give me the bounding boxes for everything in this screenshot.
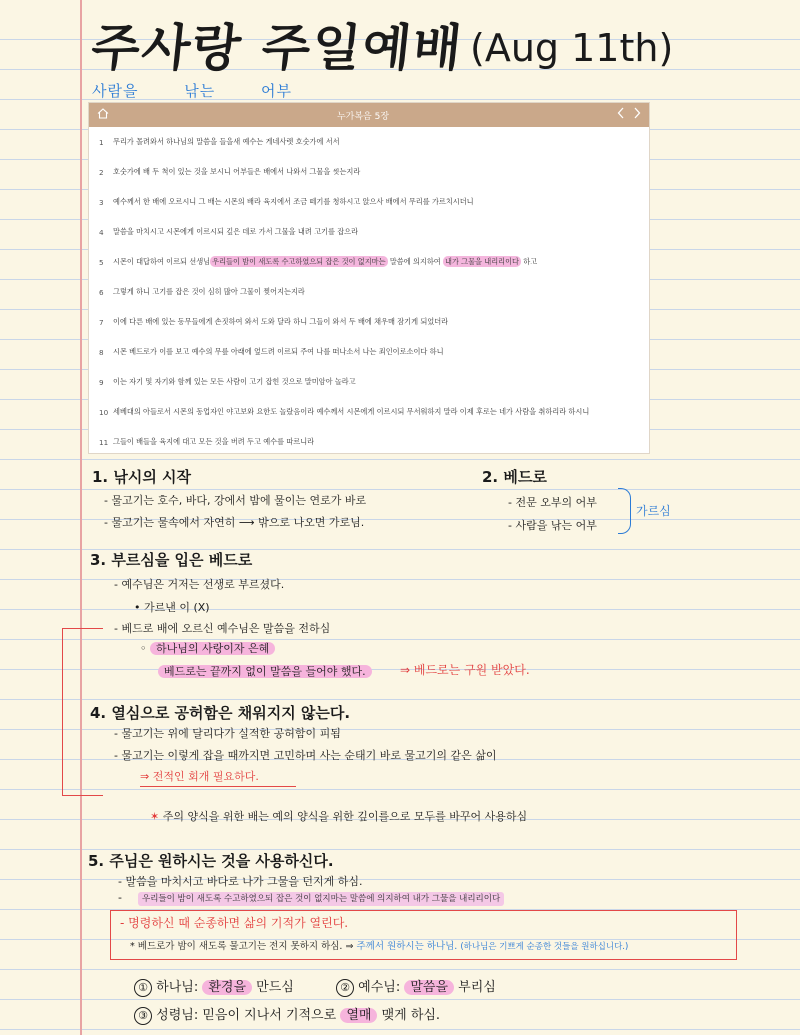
verse-number: 3 bbox=[99, 197, 104, 207]
highlight-text: 베드로는 끝까지 없이 말씀을 들어야 했다. bbox=[158, 665, 372, 678]
circle-number: ① bbox=[134, 979, 152, 997]
highlight-text: 하나님의 사랑이자 은혜 bbox=[150, 642, 275, 655]
section-2-title: 2. 베드로 bbox=[482, 468, 547, 486]
subtitle bbox=[92, 80, 332, 101]
verse-row bbox=[99, 427, 639, 457]
verse-number: 9 bbox=[99, 377, 104, 387]
home-icon[interactable] bbox=[97, 108, 109, 122]
section-2-line: - 사람을 낚는 어부 bbox=[508, 519, 597, 532]
subtitle-word: 낚는 bbox=[184, 82, 216, 100]
notebook-margin-line bbox=[80, 0, 82, 1035]
verse-text: 예수께서 한 배에 오르시니 그 배는 시몬의 배라 육지에서 조금 떼기를 청하시고 앉으사 배에서 무리를 가르치시더니 bbox=[113, 197, 474, 206]
section-5-key: - 명령하신 때 순종하면 삶의 기적가 열린다. bbox=[120, 916, 349, 930]
section-1-line: - 물고기는 호수, 바다, 강에서 밤에 물이는 연로가 바로 bbox=[104, 494, 367, 507]
section-3-conclusion: ⇒ 베드로는 구원 받았다. bbox=[400, 663, 530, 677]
bible-panel bbox=[88, 102, 650, 454]
summary-text: 하나님: bbox=[156, 980, 203, 995]
summary-text: 맺게 하심. bbox=[377, 1008, 441, 1023]
verse-text: 시몬 베드로가 이를 보고 예수의 무릎 아래에 엎드려 이르되 주여 나를 떠나소서 나는 죄인이로소이다 하니 bbox=[113, 347, 444, 356]
section-4-line: - 물고기는 위에 달리다가 실적한 공허함이 피됨 bbox=[114, 727, 341, 740]
verse-text: 무리가 몰려와서 하나님의 말씀을 들을새 예수는 게네사렛 호숫가에 서서 bbox=[113, 137, 340, 146]
verse-text: 그렇게 하니 고기를 잡은 것이 심히 많아 그물이 찢어지는지라 bbox=[113, 287, 305, 296]
star-line-paren: (하나님은 기쁘게 순종한 것들을 원하십니다.) bbox=[460, 942, 629, 952]
verse-text: 호숫가에 배 두 척이 있는 것을 보시니 어부들은 배에서 나와서 그물을 씻는지라 bbox=[113, 167, 361, 176]
summary-1 bbox=[134, 976, 294, 997]
page-title: 주사랑 주일예배 bbox=[88, 19, 467, 77]
star-line-text: * 베드로가 밤이 새도록 물고기는 전지 못하지 하심. bbox=[130, 941, 343, 952]
star-note-text: 주의 양식을 위한 배는 예의 양식을 위한 깊이를으로 모두를 바꾸어 사용하심 bbox=[162, 810, 528, 823]
section-3-title: 3. 부르심을 입은 베드로 bbox=[90, 551, 253, 569]
verse-highlight: 우리들이 밤이 새도록 수고하였으되 잡은 것이 없지마는 bbox=[212, 257, 386, 266]
circle-number: ③ bbox=[134, 1007, 152, 1025]
star-note bbox=[150, 808, 527, 824]
verse-text: 그들이 배들을 육지에 대고 모든 것을 버려 두고 예수를 따르니라 bbox=[113, 437, 315, 446]
circle-number: ② bbox=[336, 979, 354, 997]
verse-number: 11 bbox=[99, 437, 109, 447]
next-chapter-icon[interactable] bbox=[633, 107, 641, 123]
verse-text: 이는 자기 및 자기와 함께 있는 모든 사람이 고기 잡힌 것으로 말미암아 놀라고 bbox=[113, 377, 356, 386]
summary-2 bbox=[336, 976, 496, 997]
prev-chapter-icon[interactable] bbox=[617, 107, 625, 123]
section-5-star-line bbox=[130, 938, 628, 952]
section-3-line: - 베드로 배에 오르신 예수님은 말씀을 전하심 bbox=[114, 622, 331, 635]
verse-row bbox=[99, 157, 639, 187]
verse-row bbox=[99, 247, 639, 277]
verse-text: 말씀을 마치시고 시몬에게 이르시되 깊은 데로 가서 그물을 내려 고기를 잡으라 bbox=[113, 227, 359, 236]
highlight-text: 열매 bbox=[340, 1008, 377, 1023]
verse-list bbox=[89, 127, 649, 457]
summary-text: 만드심 bbox=[252, 980, 294, 995]
section-3-highlight-2 bbox=[158, 663, 372, 679]
verse-row bbox=[99, 187, 639, 217]
verse-highlight: 내가 그물을 내리리이다 bbox=[445, 257, 520, 266]
verse-row bbox=[99, 397, 639, 427]
subtitle-word: 어부 bbox=[261, 82, 293, 100]
summary-text: 부리심 bbox=[454, 980, 496, 995]
chapter-title: 누가복음 5장 bbox=[336, 111, 390, 122]
section-1-line: - 물고기는 물속에서 자연히 ⟶ 밖으로 나오면 가로님. bbox=[104, 516, 365, 529]
blue-brace bbox=[618, 488, 631, 534]
quote-text: 우리들이 밤이 새도록 수고하였으되 잡은 것이 없지마는 말씀에 의지하여 내가 그물을 내리리이다 bbox=[138, 892, 504, 906]
verse-row bbox=[99, 217, 639, 247]
star-icon: ✶ bbox=[150, 810, 163, 823]
section-5-title: 5. 주님은 원하시는 것을 사용하신다. bbox=[88, 852, 334, 870]
section-3-line: - 예수님은 거저는 선생로 부르셨다. bbox=[114, 578, 285, 591]
subtitle-word: 사람을 bbox=[92, 82, 139, 100]
star-line-blue: 주께서 원하시는 하나님. bbox=[356, 941, 458, 952]
verse-number: 6 bbox=[99, 287, 104, 297]
verse-text-part: 말씀에 의지하여 bbox=[387, 257, 443, 266]
section-4-conclusion: ⇒ 전적인 회개 필요하다. bbox=[140, 770, 259, 783]
highlight-text: 말씀을 bbox=[404, 980, 454, 995]
date-label: (Aug 11th) bbox=[470, 26, 674, 70]
verse-number: 2 bbox=[99, 167, 104, 177]
summary-text: 성령님: 믿음이 지나서 기적으로 bbox=[156, 1008, 341, 1023]
verse-number: 5 bbox=[99, 257, 104, 267]
highlight-text: 환경을 bbox=[202, 980, 252, 995]
bible-header bbox=[89, 103, 649, 127]
section-2-note: 가르심 bbox=[636, 504, 671, 518]
summary-text: 예수님: bbox=[358, 980, 405, 995]
verse-number: 4 bbox=[99, 227, 104, 237]
verse-number: 10 bbox=[99, 407, 109, 417]
section-1-title: 1. 낚시의 시작 bbox=[92, 468, 192, 486]
verse-row bbox=[99, 127, 639, 157]
verse-text: 이에 다른 배에 있는 동무들에게 손짓하여 와서 도와 달라 하니 그들이 와서 두 배에 채우매 잠기게 되었더라 bbox=[113, 317, 449, 326]
verse-text-part: 시몬이 대답하여 이르되 선생님 bbox=[113, 257, 211, 266]
arrow-icon: ⇒ bbox=[345, 941, 354, 952]
section-4-line: - 물고기는 이렇게 잡을 때까지면 고민하며 사는 순태기 바로 물고기의 같은 삶이 bbox=[114, 749, 497, 762]
section-3-line: • 가르낸 이 (X) bbox=[134, 601, 210, 614]
verse-number: 7 bbox=[99, 317, 104, 327]
verse-row bbox=[99, 337, 639, 367]
red-underline bbox=[140, 786, 296, 787]
section-5-quote bbox=[138, 892, 504, 904]
section-5-line: - 말씀을 마치시고 바다로 나가 그물을 던지게 하심. bbox=[118, 875, 363, 888]
verse-row bbox=[99, 367, 639, 397]
verse-number: 1 bbox=[99, 137, 104, 147]
verse-text bbox=[113, 257, 537, 267]
verse-row bbox=[99, 307, 639, 337]
verse-text-part: 하고 bbox=[521, 257, 538, 266]
verse-text: 세베대의 아들로서 시몬의 동업자인 야고보와 요한도 놀랐음이라 예수께서 시몬에게 이르시되 무서워하지 말라 이제 후로는 네가 사람을 취하리라 하시니 bbox=[113, 407, 590, 416]
verse-row bbox=[99, 277, 639, 307]
section-2-line: - 전문 오부의 어부 bbox=[508, 496, 597, 509]
section-3-highlight-1: ◦ 하나님의 사랑이자 은혜 bbox=[140, 640, 275, 656]
verse-number: 8 bbox=[99, 347, 104, 357]
section-4-title: 4. 열심으로 공허함은 채워지지 않는다. bbox=[90, 704, 351, 722]
section-5-dash: - bbox=[118, 891, 122, 904]
summary-3 bbox=[134, 1004, 440, 1025]
